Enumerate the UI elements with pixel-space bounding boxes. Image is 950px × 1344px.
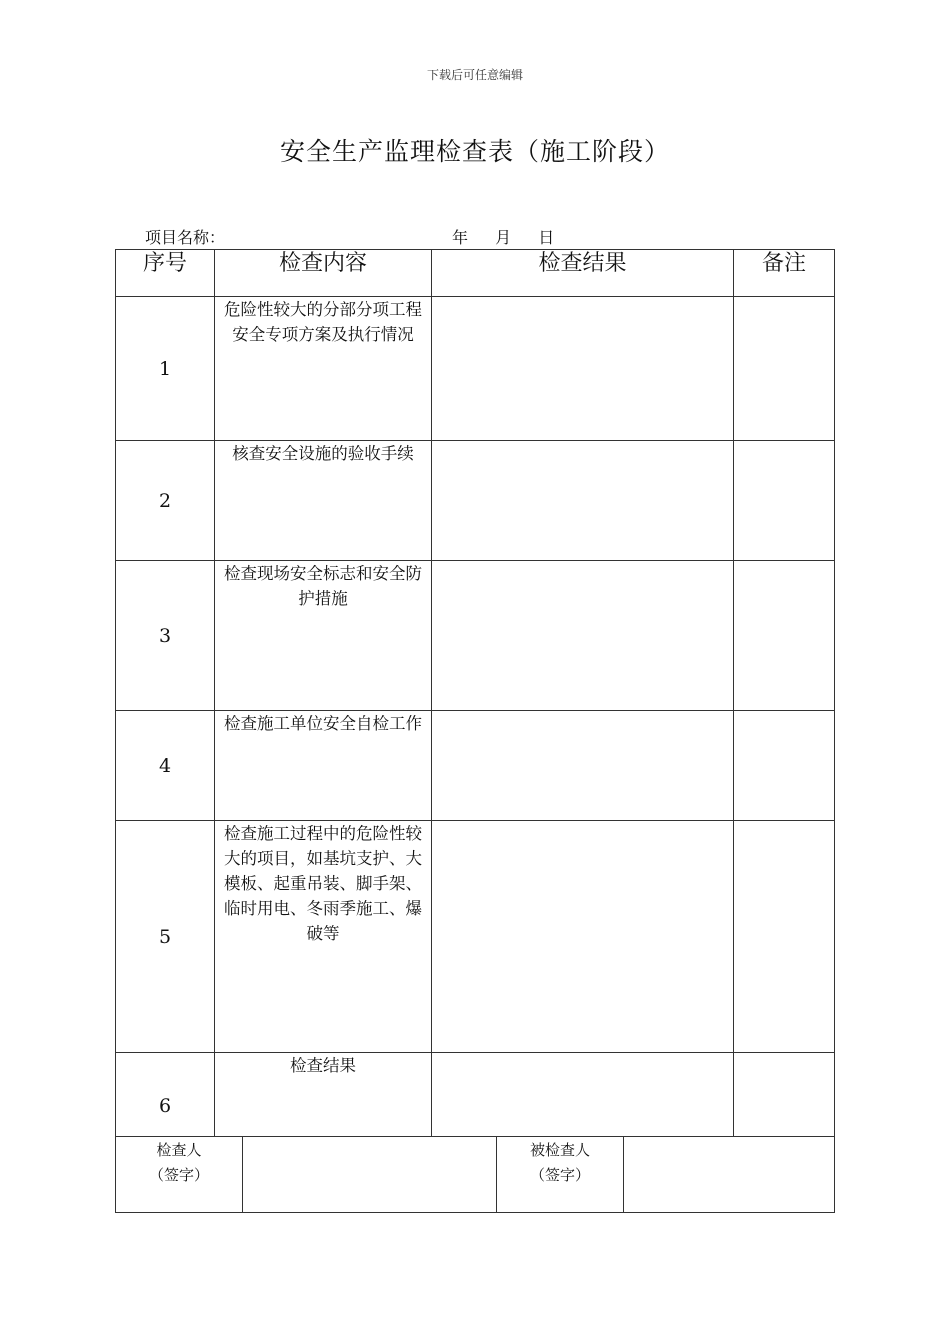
table-row [116, 1053, 835, 1137]
date-field [452, 225, 576, 248]
date-year-label: 年 [452, 228, 469, 247]
row-content: 危险性较大的分部分项工程安全专项方案及执行情况 [215, 297, 432, 441]
meta-row [145, 225, 845, 247]
row-result-cell[interactable] [432, 441, 734, 561]
inspector-sign-note: （签字） [148, 1166, 209, 1184]
row-remark-cell[interactable] [734, 441, 835, 561]
project-name-label: 项目名称： [145, 228, 226, 247]
row-result-cell[interactable] [432, 821, 734, 1053]
inspector-signature-field[interactable] [243, 1137, 497, 1213]
date-month-label: 月 [495, 228, 512, 247]
inspected-signature-field[interactable] [624, 1137, 835, 1213]
header-content: 检查内容 [215, 250, 432, 297]
row-result-cell[interactable] [432, 297, 734, 441]
header-number: 序号 [116, 250, 215, 297]
row-content: 检查结果 [215, 1053, 432, 1137]
row-remark-cell[interactable] [734, 821, 835, 1053]
date-day-label: 日 [538, 228, 555, 247]
page-title: 安全生产监理检查表（施工阶段） [279, 137, 670, 166]
header-result: 检查结果 [432, 250, 734, 297]
row-result-cell[interactable] [432, 711, 734, 821]
row-result-cell[interactable] [432, 1053, 734, 1137]
header-note: 下载后可任意编辑 [426, 68, 523, 82]
table-row [116, 441, 835, 561]
row-remark-cell[interactable] [734, 711, 835, 821]
inspected-label: 被检查人 [529, 1141, 590, 1159]
row-remark-cell[interactable] [734, 561, 835, 711]
signature-row [116, 1137, 835, 1213]
inspector-label: 检查人 [156, 1141, 202, 1159]
row-content: 检查施工单位安全自检工作 [215, 711, 432, 821]
table-header-row [116, 250, 835, 297]
row-number: 1 [116, 297, 215, 441]
row-number: 6 [116, 1053, 215, 1137]
table-row [116, 561, 835, 711]
row-number: 4 [116, 711, 215, 821]
inspected-sign-note: （签字） [529, 1166, 590, 1184]
table-row [116, 711, 835, 821]
row-content: 检查现场安全标志和安全防护措施 [215, 561, 432, 711]
table-row [116, 821, 835, 1053]
inspector-label-cell [116, 1137, 243, 1213]
row-number: 3 [116, 561, 215, 711]
table-row [116, 297, 835, 441]
row-content: 检查施工过程中的危险性较大的项目，如基坑支护、大模板、起重吊装、脚手架、临时用电、冬雨季施工、爆破等 [215, 821, 432, 1053]
row-number: 5 [116, 821, 215, 1053]
row-remark-cell[interactable] [734, 297, 835, 441]
inspected-label-cell [497, 1137, 624, 1213]
row-number: 2 [116, 441, 215, 561]
signature-table [115, 1136, 835, 1213]
row-result-cell[interactable] [432, 561, 734, 711]
inspection-table [115, 249, 835, 1137]
row-content: 核查安全设施的验收手续 [215, 441, 432, 561]
header-remark: 备注 [734, 250, 835, 297]
row-remark-cell[interactable] [734, 1053, 835, 1137]
